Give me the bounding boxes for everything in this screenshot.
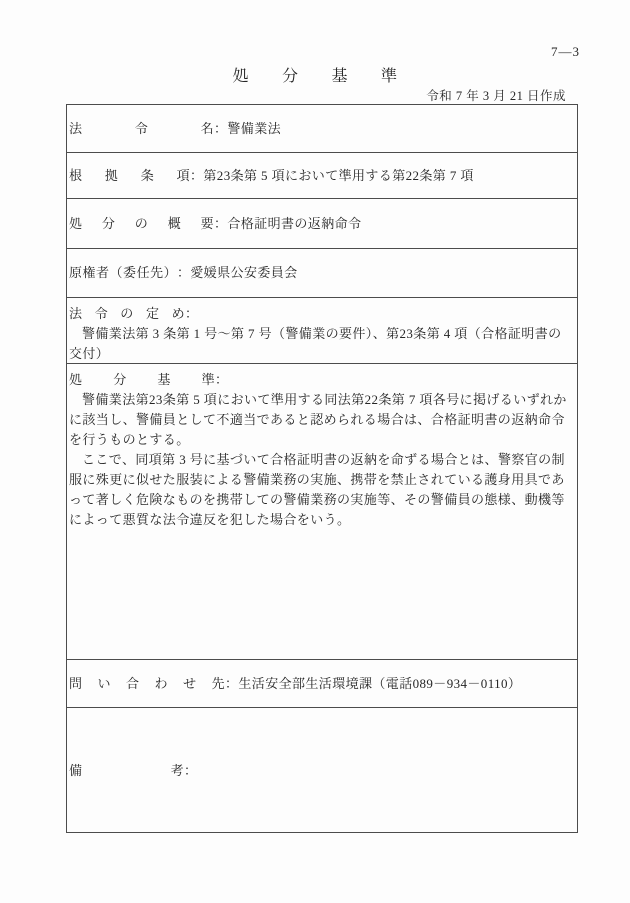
row-value: 愛媛県公安委員会	[190, 265, 298, 280]
label-separator: ：	[214, 120, 228, 136]
label-separator: ：	[214, 215, 228, 231]
row-label-line	[69, 370, 574, 390]
label-separator: ：	[190, 167, 204, 183]
row-value: 警備業法	[227, 120, 282, 136]
label-separator: ：	[177, 265, 191, 280]
label-separator: ：	[225, 675, 239, 691]
row-label: 根拠条項	[69, 167, 190, 183]
row-label: 処分の概要	[69, 215, 214, 231]
row-value: 生活安全部生活環境課（電話089－934－0110）	[238, 675, 522, 691]
creation-date: 令和 7 年 3 月 21 日作成	[426, 89, 566, 103]
row-value: 第23条第 5 項において準用する第22条第 7 項	[203, 167, 474, 183]
document-title: 処 分 基 準	[232, 68, 398, 85]
paragraph: ここで、同項第 3 号に基づいて合格証明書の返納を命ずる場合とは、警察官の制服に殊更に似せた服装による警備業務の実施、携帯を禁止されている護身用具であって著しく危険なものを携帯しての警備業務の実施等、その警備員の態様、動機等によって悪質な法令違反を犯した場合をいう。	[69, 452, 565, 527]
label-separator: ：	[185, 306, 199, 321]
label-separator: ：	[215, 372, 229, 387]
paragraph: 警備業法第 3 条第 1 号～第 7 号（警備業の要件）、第23条第 4 項（合格証明書の交付）	[69, 326, 562, 361]
row-label: 問い合わせ先	[69, 675, 225, 691]
paragraph: 警備業法第23条第 5 項において準用する同法第22条第 7 項各号に掲げるいずれかに該当し、警備員として不適当であると認められる場合は、合格証明書の返納命令を行うものとする。	[69, 392, 567, 447]
table-row-legal-provisions	[67, 298, 577, 364]
page-number: 7—3	[551, 44, 580, 59]
disposition-table	[66, 104, 578, 833]
row-label-line	[69, 304, 574, 324]
row-value: 合格証明書の返納命令	[227, 215, 362, 231]
row-label: 備考	[69, 763, 184, 778]
row-label: 原権者（委任先）	[69, 265, 177, 280]
table-row-law-name	[67, 105, 577, 153]
row-label: 処分基準	[69, 372, 215, 387]
table-row-legal-basis	[67, 153, 577, 199]
label-separator: ：	[184, 763, 198, 778]
table-row-original-authority	[67, 249, 577, 298]
table-row-disposition-standards	[67, 364, 577, 660]
table-row-remarks	[67, 708, 577, 834]
row-label: 法令の定め	[69, 306, 185, 321]
row-label: 法令名	[69, 120, 214, 136]
table-row-disposition-summary	[67, 199, 577, 249]
table-row-contact	[67, 660, 577, 708]
